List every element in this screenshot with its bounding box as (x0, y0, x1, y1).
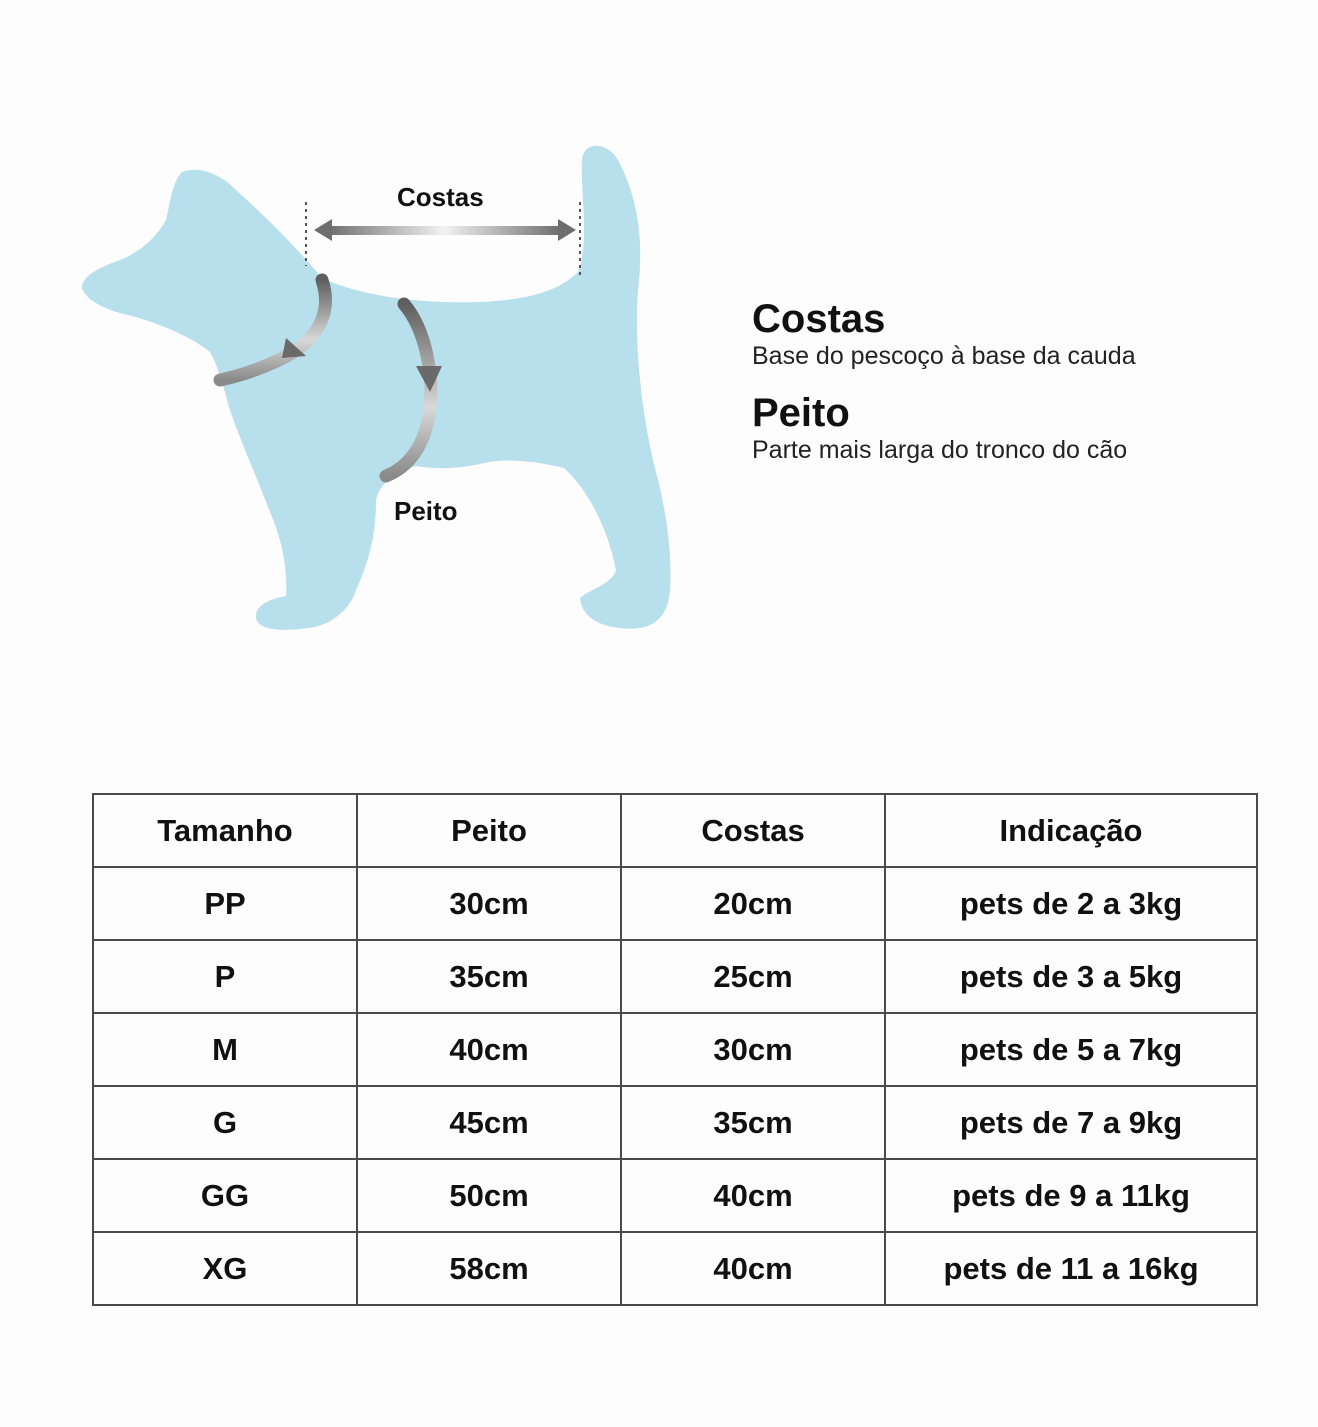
cell-size: G (93, 1086, 357, 1159)
cell-size: PP (93, 867, 357, 940)
diagram-chest-label: Peito (394, 496, 458, 526)
cell-indication: pets de 5 a 7kg (885, 1013, 1257, 1086)
table-row (93, 1013, 1257, 1086)
legend-chest-title: Peito (752, 391, 850, 435)
cell-size: GG (93, 1159, 357, 1232)
cell-indication: pets de 11 a 16kg (885, 1232, 1257, 1305)
cell-indication: pets de 7 a 9kg (885, 1086, 1257, 1159)
cell-indication: pets de 2 a 3kg (885, 867, 1257, 940)
cell-chest: 45cm (357, 1086, 621, 1159)
table-row (93, 1232, 1257, 1305)
cell-chest: 50cm (357, 1159, 621, 1232)
table-row (93, 1159, 1257, 1232)
legend-back (752, 296, 1272, 370)
cell-back: 40cm (621, 1159, 885, 1232)
header-size: Tamanho (93, 794, 357, 867)
cell-chest: 58cm (357, 1232, 621, 1305)
table-row (93, 1086, 1257, 1159)
cell-indication: pets de 3 a 5kg (885, 940, 1257, 1013)
table-row (93, 867, 1257, 940)
dog-measurement-illustration (60, 120, 700, 660)
cell-chest: 30cm (357, 867, 621, 940)
header-indication: Indicação (885, 794, 1257, 867)
legend-back-title: Costas (752, 297, 886, 341)
cell-indication: pets de 9 a 11kg (885, 1159, 1257, 1232)
cell-back: 30cm (621, 1013, 885, 1086)
table-row (93, 940, 1257, 1013)
header-back: Costas (621, 794, 885, 867)
diagram-back-label: Costas (397, 182, 484, 212)
cell-chest: 40cm (357, 1013, 621, 1086)
cell-back: 40cm (621, 1232, 885, 1305)
cell-chest: 35cm (357, 940, 621, 1013)
back-arrow-shaft (328, 226, 560, 235)
cell-back: 20cm (621, 867, 885, 940)
header-chest: Peito (357, 794, 621, 867)
back-arrow-right-head (558, 219, 576, 241)
back-arrow-left-head (314, 219, 332, 241)
cell-back: 25cm (621, 940, 885, 1013)
size-table (92, 793, 1258, 1306)
legend-chest-description: Parte mais larga do tronco do cão (752, 436, 1128, 464)
cell-back: 35cm (621, 1086, 885, 1159)
dog-body-shape (82, 146, 671, 630)
legend-back-description: Base do pescoço à base da cauda (752, 342, 1136, 370)
cell-size: XG (93, 1232, 357, 1305)
cell-size: M (93, 1013, 357, 1086)
legend-chest (752, 390, 1272, 464)
table-header-row (93, 794, 1257, 867)
dog-silhouette-diagram (60, 120, 700, 660)
cell-size: P (93, 940, 357, 1013)
measurement-legend (752, 296, 1272, 484)
